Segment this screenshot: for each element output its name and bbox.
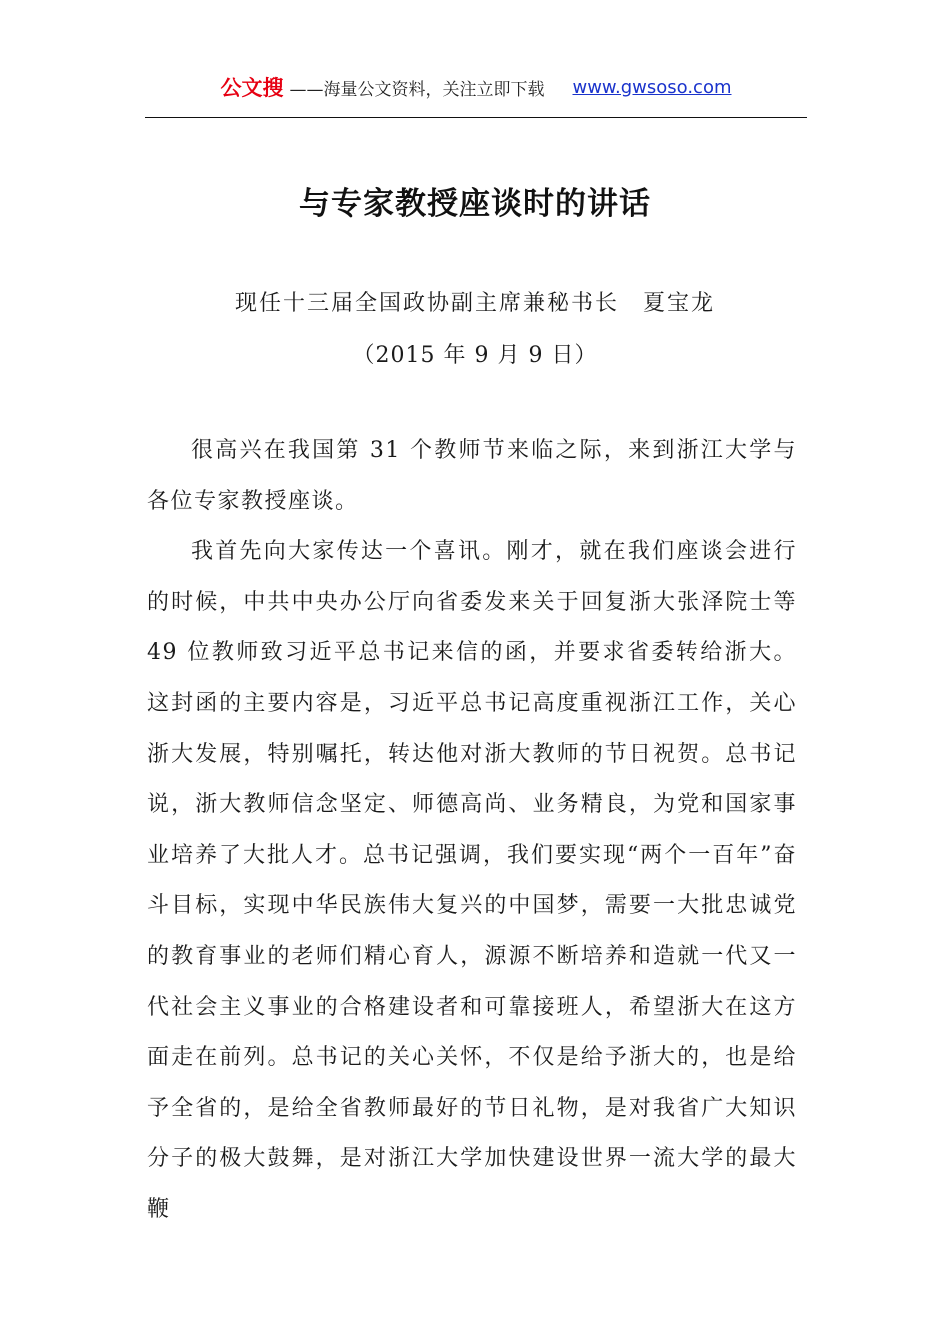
speech-date: （2015 年 9 月 9 日） [352, 343, 598, 368]
header-divider [145, 117, 807, 118]
document-title: 与专家教授座谈时的讲话 [299, 186, 651, 222]
page-header [145, 70, 807, 104]
document-body [147, 426, 797, 1236]
paragraph: 很高兴在我国第 31 个教师节来临之际，来到浙江大学与各位专家教授座谈。 [147, 438, 797, 514]
speaker-byline: 现任十三届全国政协副主席兼秘书长 夏宝龙 [234, 291, 715, 316]
brand-name: 公文搜 [220, 76, 284, 100]
website-link[interactable]: www.gwsoso.com [572, 76, 732, 98]
header-slogan: ——海量公文资料，关注立即下载 [289, 79, 545, 100]
paragraph: 我首先向大家传达一个喜讯。刚才，就在我们座谈会进行的时候，中共中央办公厅向省委发来关于回复浙大张泽院士等 49 位教师致习近平总书记来信的函，并要求省委转给浙大。这封函的主要内容是，习近平总书记高度重视浙江工作，关心浙大发展，特别嘱托，转达他对浙大教师的节日祝贺。总书记说，浙大教师信念坚定、师德高尚、业务精良，为党和国家事业培养了大批人才。总书记强调，我们要实现“两个一百年”奋斗目标，实现中华民族伟大复兴的中国梦，需要一大批忠诚党的教育事业的老师们精心育人，源源不断培养和造就一代又一代社会主义事业的合格建设者和可靠接班人，希望浙大在这方面走在前列。总书记的关心关怀，不仅是给予浙大的，也是给予全省的，是给全省教师最好的节日礼物，是对我省广大知识分子的极大鼓舞，是对浙江大学加快建设世界一流大学的最大鞭 [147, 539, 797, 1222]
